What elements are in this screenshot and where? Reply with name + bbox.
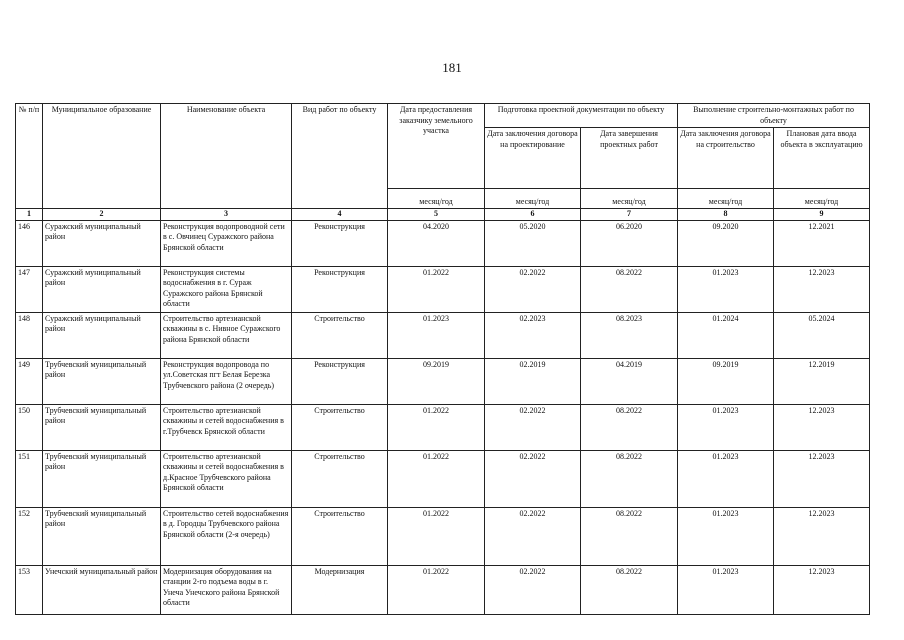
municipality-cell: Унечский муниципальный район	[43, 565, 161, 614]
build-contract-cell: 01.2023	[678, 404, 774, 450]
build-contract-cell: 01.2023	[678, 507, 774, 565]
table-row	[16, 450, 870, 507]
col-number: 9	[774, 209, 870, 221]
municipality-cell: Суражский муниципальный район	[43, 220, 161, 266]
work-type-cell: Строительство	[292, 507, 388, 565]
design-contract-cell: 02.2022	[485, 404, 581, 450]
header-design-group: Подготовка проектной документации по объекту	[485, 104, 678, 128]
object-name-cell: Строительство артезианской скважины в с. Нивное Суражского района Брянской области	[161, 312, 292, 358]
design-contract-cell: 02.2023	[485, 312, 581, 358]
row-number: 153	[16, 565, 43, 614]
col-number: 4	[292, 209, 388, 221]
table-row	[16, 565, 870, 614]
commission-date-cell: 05.2024	[774, 312, 870, 358]
commission-date-cell: 12.2019	[774, 358, 870, 404]
header-work-type: Вид работ по объекту	[292, 104, 388, 209]
municipality-cell: Суражский муниципальный район	[43, 266, 161, 312]
table-body	[16, 220, 870, 614]
design-end-cell: 08.2022	[581, 450, 678, 507]
commission-date-cell: 12.2021	[774, 220, 870, 266]
land-date-cell: 01.2023	[388, 312, 485, 358]
design-contract-cell: 02.2019	[485, 358, 581, 404]
work-type-cell: Модернизация	[292, 565, 388, 614]
design-end-cell: 04.2019	[581, 358, 678, 404]
municipality-cell: Трубчевский муниципальный район	[43, 450, 161, 507]
design-end-cell: 08.2022	[581, 266, 678, 312]
work-type-cell: Реконструкция	[292, 220, 388, 266]
col-number: 2	[43, 209, 161, 221]
work-type-cell: Строительство	[292, 450, 388, 507]
municipality-cell: Трубчевский муниципальный район	[43, 404, 161, 450]
municipality-cell: Суражский муниципальный район	[43, 312, 161, 358]
object-name-cell: Строительство артезианской скважины и сетей водоснабжения в г.Трубчевск Брянской области	[161, 404, 292, 450]
design-end-cell: 08.2023	[581, 312, 678, 358]
object-name-cell: Строительство сетей водоснабжения в д. Городцы Трубчевского района Брянской области (2-я очередь)	[161, 507, 292, 565]
row-number: 148	[16, 312, 43, 358]
design-contract-cell: 02.2022	[485, 565, 581, 614]
header-build-group: Выполнение строительно-монтажных работ по объекту	[678, 104, 870, 128]
row-number: 149	[16, 358, 43, 404]
col-number: 5	[388, 209, 485, 221]
col-number: 7	[581, 209, 678, 221]
header-build-contract: Дата заключения договора на строительство	[678, 128, 774, 189]
commission-date-cell: 12.2023	[774, 507, 870, 565]
header-design-contract: Дата заключения договора на проектирование	[485, 128, 581, 189]
land-date-cell: 01.2022	[388, 507, 485, 565]
build-contract-cell: 01.2023	[678, 565, 774, 614]
header-commission: Плановая дата ввода объекта в эксплуатацию	[774, 128, 870, 189]
build-contract-cell: 01.2023	[678, 450, 774, 507]
col-number: 1	[16, 209, 43, 221]
objects-table	[15, 103, 870, 615]
unit-label: месяц/год	[388, 189, 485, 209]
table-row	[16, 220, 870, 266]
build-contract-cell: 01.2023	[678, 266, 774, 312]
unit-label: месяц/год	[774, 189, 870, 209]
land-date-cell: 01.2022	[388, 266, 485, 312]
table-row	[16, 404, 870, 450]
land-date-cell: 01.2022	[388, 404, 485, 450]
build-contract-cell: 01.2024	[678, 312, 774, 358]
land-date-cell: 01.2022	[388, 450, 485, 507]
object-name-cell: Строительство артезианской скважины и сетей водоснабжения в д.Красное Трубчевского района Брянской области	[161, 450, 292, 507]
unit-label: месяц/год	[678, 189, 774, 209]
table-row	[16, 312, 870, 358]
object-name-cell: Реконструкция системы водоснабжения в г. Сураж Суражского района Брянской области	[161, 266, 292, 312]
header-design-end: Дата завершения проектных работ	[581, 128, 678, 189]
col-number: 3	[161, 209, 292, 221]
row-number: 147	[16, 266, 43, 312]
design-contract-cell: 05.2020	[485, 220, 581, 266]
header-object-name: Наименование объекта	[161, 104, 292, 209]
municipality-cell: Трубчевский муниципальный район	[43, 358, 161, 404]
object-name-cell: Реконструкция водопровода по ул.Советская пгт Белая Березка Трубчевского района (2 очередь)	[161, 358, 292, 404]
col-number: 8	[678, 209, 774, 221]
table-row	[16, 266, 870, 312]
work-type-cell: Строительство	[292, 404, 388, 450]
object-name-cell: Модернизация оборудования на станции 2-го подъема воды в г. Унеча Унечского района Брянской области	[161, 565, 292, 614]
commission-date-cell: 12.2023	[774, 266, 870, 312]
header-num: № п/п	[16, 104, 43, 209]
table-row	[16, 358, 870, 404]
land-date-cell: 04.2020	[388, 220, 485, 266]
work-type-cell: Реконструкция	[292, 358, 388, 404]
work-type-cell: Реконструкция	[292, 266, 388, 312]
municipality-cell: Трубчевский муниципальный район	[43, 507, 161, 565]
design-contract-cell: 02.2022	[485, 266, 581, 312]
header-municipality: Муниципальное образование	[43, 104, 161, 209]
build-contract-cell: 09.2020	[678, 220, 774, 266]
row-number: 152	[16, 507, 43, 565]
unit-label: месяц/год	[485, 189, 581, 209]
header-land-date: Дата предоставления заказчику земельного участка	[388, 104, 485, 189]
commission-date-cell: 12.2023	[774, 404, 870, 450]
design-contract-cell: 02.2022	[485, 450, 581, 507]
land-date-cell: 01.2022	[388, 565, 485, 614]
object-name-cell: Реконструкция водопроводной сети в с. Овчинец Суражского района Брянской области	[161, 220, 292, 266]
row-number: 151	[16, 450, 43, 507]
design-contract-cell: 02.2022	[485, 507, 581, 565]
design-end-cell: 08.2022	[581, 507, 678, 565]
land-date-cell: 09.2019	[388, 358, 485, 404]
row-number: 146	[16, 220, 43, 266]
col-number: 6	[485, 209, 581, 221]
table-row	[16, 507, 870, 565]
design-end-cell: 08.2022	[581, 565, 678, 614]
commission-date-cell: 12.2023	[774, 565, 870, 614]
unit-label: месяц/год	[581, 189, 678, 209]
build-contract-cell: 09.2019	[678, 358, 774, 404]
commission-date-cell: 12.2023	[774, 450, 870, 507]
design-end-cell: 08.2022	[581, 404, 678, 450]
work-type-cell: Строительство	[292, 312, 388, 358]
row-number: 150	[16, 404, 43, 450]
design-end-cell: 06.2020	[581, 220, 678, 266]
page-number: 181	[442, 60, 462, 75]
